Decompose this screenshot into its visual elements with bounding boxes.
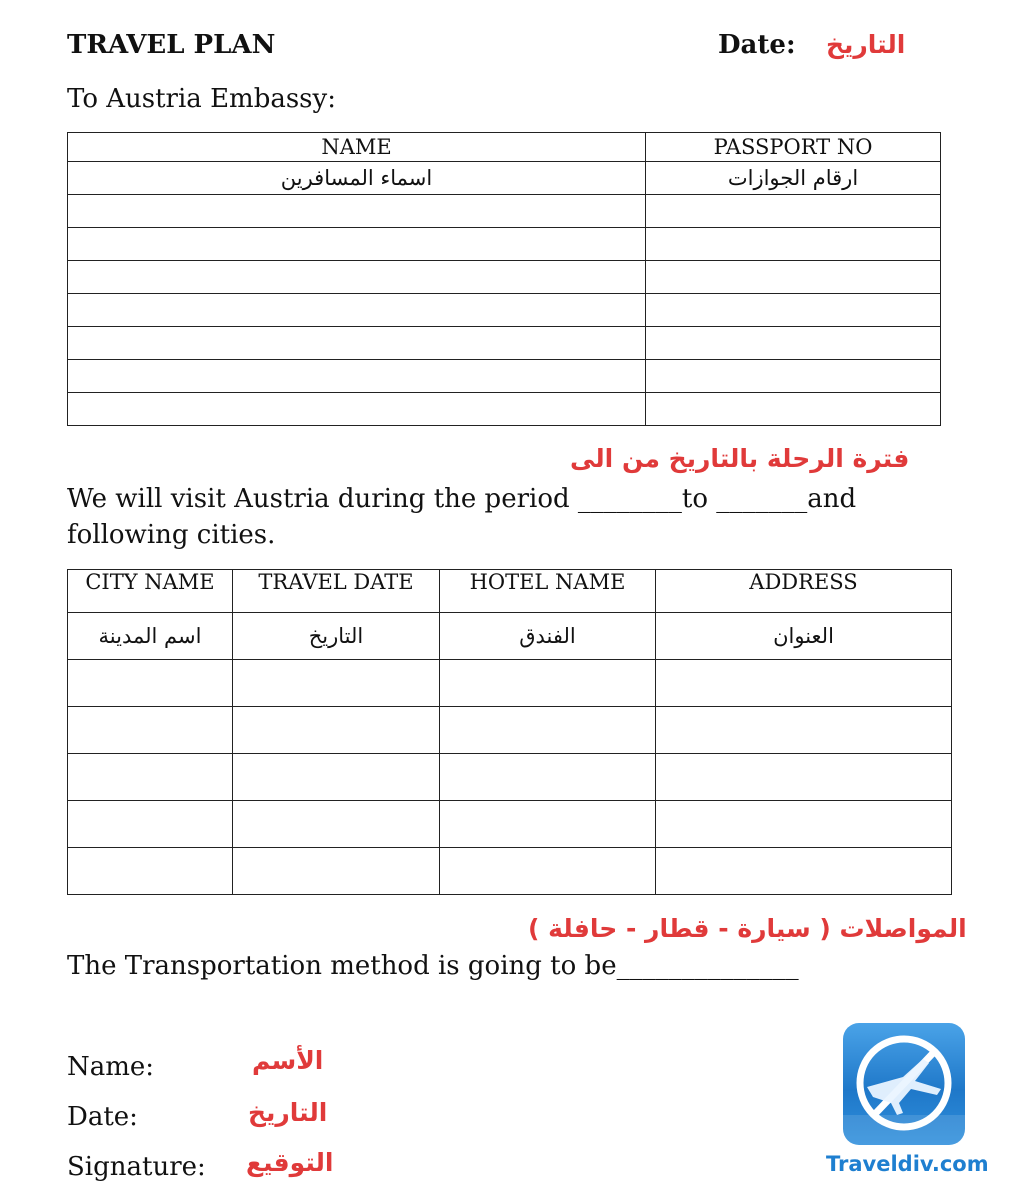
logo-text[interactable]: Traveldiv.com [826, 1152, 989, 1176]
passport-cell[interactable] [646, 195, 941, 228]
city-cell[interactable] [68, 660, 233, 707]
city-cell[interactable] [68, 848, 233, 895]
footer-date-handwritten: التاريخ [248, 1098, 328, 1127]
travel-date-cell[interactable] [233, 801, 440, 848]
date-label: Date: [718, 30, 796, 60]
passport-cell[interactable] [646, 327, 941, 360]
hotel-cell[interactable] [440, 754, 656, 801]
name-handwritten: الأسم [252, 1046, 324, 1075]
header-hotel-name: HOTEL NAME [440, 570, 656, 613]
date-handwritten: التاريخ [826, 30, 906, 59]
name-cell[interactable] [68, 261, 646, 294]
hotel-cell[interactable]: الفندق [440, 613, 656, 660]
passport-cell[interactable] [646, 228, 941, 261]
period-handwritten-note: فترة الرحلة بالتاريخ من الى [570, 444, 910, 473]
page-title: TRAVEL PLAN [67, 30, 276, 60]
transport-handwritten-note: المواصلات ( سيارة - قطار - حافلة ) [528, 914, 967, 943]
header-name: NAME [68, 133, 646, 162]
travel-date-cell[interactable]: التاريخ [233, 613, 440, 660]
address-cell[interactable] [656, 848, 952, 895]
passport-cell[interactable] [646, 261, 941, 294]
city-cell[interactable] [68, 801, 233, 848]
table-header-row [68, 570, 952, 613]
table-row [68, 613, 952, 660]
header-passport: PASSPORT NO [646, 133, 941, 162]
name-cell[interactable] [68, 228, 646, 261]
table-row [68, 848, 952, 895]
table-row [68, 360, 941, 393]
address-cell[interactable] [656, 707, 952, 754]
hotel-cell[interactable] [440, 707, 656, 754]
travel-date-cell[interactable] [233, 707, 440, 754]
period-line-2: following cities. [67, 520, 276, 550]
name-cell[interactable] [68, 360, 646, 393]
name-cell[interactable] [68, 195, 646, 228]
name-cell[interactable] [68, 393, 646, 426]
footer-date-label: Date: [67, 1102, 138, 1132]
city-cell[interactable]: اسم المدينة [68, 613, 233, 660]
signature-label: Signature: [67, 1152, 206, 1182]
travel-date-cell[interactable] [233, 660, 440, 707]
travel-date-cell[interactable] [233, 848, 440, 895]
table-row [68, 327, 941, 360]
table-row [68, 195, 941, 228]
period-line: We will visit Austria during the period ________to _______and [67, 484, 857, 514]
table-row [68, 294, 941, 327]
table-row [68, 228, 941, 261]
hotel-cell[interactable] [440, 660, 656, 707]
travel-date-cell[interactable] [233, 754, 440, 801]
header-address: ADDRESS [656, 570, 952, 613]
travellers-table [67, 132, 941, 426]
city-cell[interactable] [68, 707, 233, 754]
table-header-row [68, 133, 941, 162]
table-row [68, 393, 941, 426]
airplane-logo-icon [843, 1023, 965, 1145]
table-row [68, 162, 941, 195]
passport-cell[interactable]: ارقام الجوازات [646, 162, 941, 195]
hotel-cell[interactable] [440, 848, 656, 895]
cities-table [67, 569, 952, 895]
hotel-cell[interactable] [440, 801, 656, 848]
table-row [68, 801, 952, 848]
header-city-name: CITY NAME [68, 570, 233, 613]
name-cell[interactable]: اسماء المسافرين [68, 162, 646, 195]
name-cell[interactable] [68, 327, 646, 360]
passport-cell[interactable] [646, 294, 941, 327]
transport-line: The Transportation method is going to be______________ [67, 951, 799, 981]
table-row [68, 261, 941, 294]
address-cell[interactable] [656, 660, 952, 707]
table-row [68, 660, 952, 707]
city-cell[interactable] [68, 754, 233, 801]
address-cell[interactable]: العنوان [656, 613, 952, 660]
passport-cell[interactable] [646, 360, 941, 393]
intro-line: To Austria Embassy: [67, 84, 336, 114]
header-travel-date: TRAVEL DATE [233, 570, 440, 613]
address-cell[interactable] [656, 754, 952, 801]
passport-cell[interactable] [646, 393, 941, 426]
address-cell[interactable] [656, 801, 952, 848]
table-row [68, 754, 952, 801]
signature-handwritten: التوقيع [246, 1148, 334, 1177]
table-row [68, 707, 952, 754]
name-cell[interactable] [68, 294, 646, 327]
name-label: Name: [67, 1052, 155, 1082]
